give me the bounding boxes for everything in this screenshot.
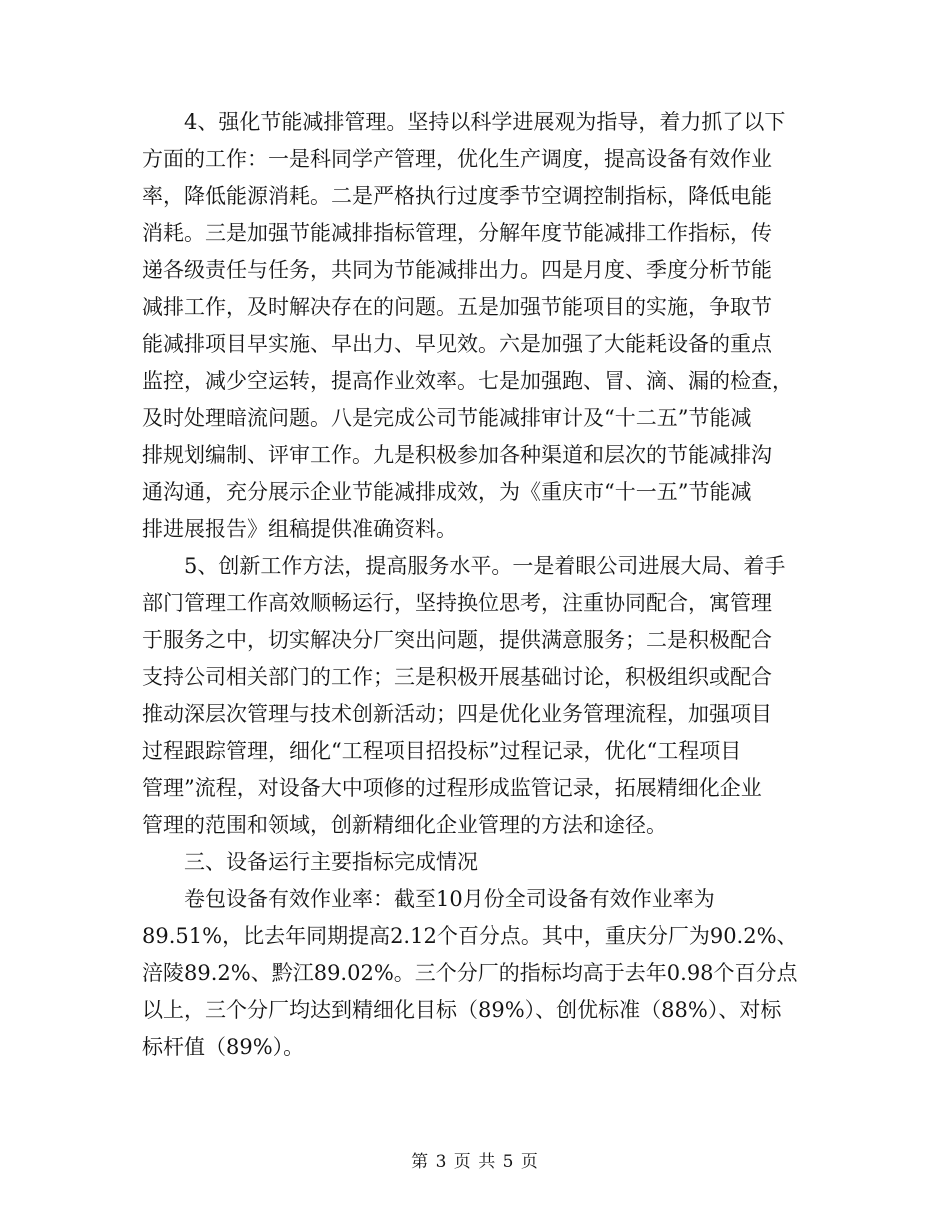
text-line: 涪陵89.2%、黔江89.02%。三个分厂的指标均高于去年0.98个百分点 <box>142 961 798 985</box>
text-line: 及时处理暗流问题。八是完成公司节能减排审计及“十二五”节能减 <box>142 406 752 430</box>
text-line: 5、创新工作方法，提高服务水平。一是着眼公司进展大局、着手 <box>142 554 786 578</box>
text-line: 部门管理工作高效顺畅运行，坚持换位思考，注重协同配合，寓管理 <box>142 591 772 615</box>
text-line: 递各级责任与任务，共同为节能减排出力。四是月度、季度分析节能 <box>142 258 772 282</box>
text-line: 减排工作，及时解决存在的问题。五是加强节能项目的实施，争取节 <box>142 295 772 319</box>
text-line: 标杆值（89%）。 <box>142 1035 305 1059</box>
text-line: 能减排项目早实施、早出力、早见效。六是加强了大能耗设备的重点 <box>142 332 772 356</box>
text-line: 89.51%，比去年同期提高2.12个百分点。其中，重庆分厂为90.2%、 <box>142 924 798 948</box>
text-line: 监控，减少空运转，提高作业效率。七是加强跑、冒、滴、漏的检查， <box>142 369 793 393</box>
text-line: 卷包设备有效作业率：截至10月份全司设备有效作业率为 <box>142 887 715 911</box>
text-line: 率，降低能源消耗。二是严格执行过度季节空调控制指标，降低电能 <box>142 184 772 208</box>
text-line: 4、强化节能减排管理。坚持以科学进展观为指导，着力抓了以下 <box>142 110 786 134</box>
page-footer: 第 3 页 共 5 页 <box>411 1152 539 1172</box>
text-line: 方面的工作：一是科同学产管理，优化生产调度，提高设备有效作业 <box>142 147 772 171</box>
document-body <box>142 104 822 1066</box>
text-line: 过程跟踪管理，细化“工程项目招投标”过程记录，优化“工程项目 <box>142 739 742 763</box>
text-line: 于服务之中，切实解决分厂突出问题，提供满意服务；二是积极配合 <box>142 628 772 652</box>
text-line: 通沟通，充分展示企业节能减排成效，为《重庆市“十一五”节能减 <box>142 480 752 504</box>
text-line: 排规划编制、评审工作。九是积极参加各种渠道和层次的节能减排沟 <box>142 443 772 467</box>
text-line: 管理”流程，对设备大中项修的过程形成监管记录，拓展精细化企业 <box>142 776 762 800</box>
text-line: 三、设备运行主要指标完成情况 <box>142 850 478 874</box>
text-line: 消耗。三是加强节能减排指标管理，分解年度节能减排工作指标，传 <box>142 221 772 245</box>
text-line: 支持公司相关部门的工作；三是积极开展基础讨论，积极组织或配合 <box>142 665 772 689</box>
text-line: 管理的范围和领域，创新精细化企业管理的方法和途径。 <box>142 813 667 837</box>
text-line: 以上，三个分厂均达到精细化目标（89%）、创优标准（88%）、对标 <box>142 998 782 1022</box>
text-line: 推动深层次管理与技术创新活动；四是优化业务管理流程，加强项目 <box>142 702 772 726</box>
text-line: 排进展报告》组稿提供准确资料。 <box>142 517 457 541</box>
